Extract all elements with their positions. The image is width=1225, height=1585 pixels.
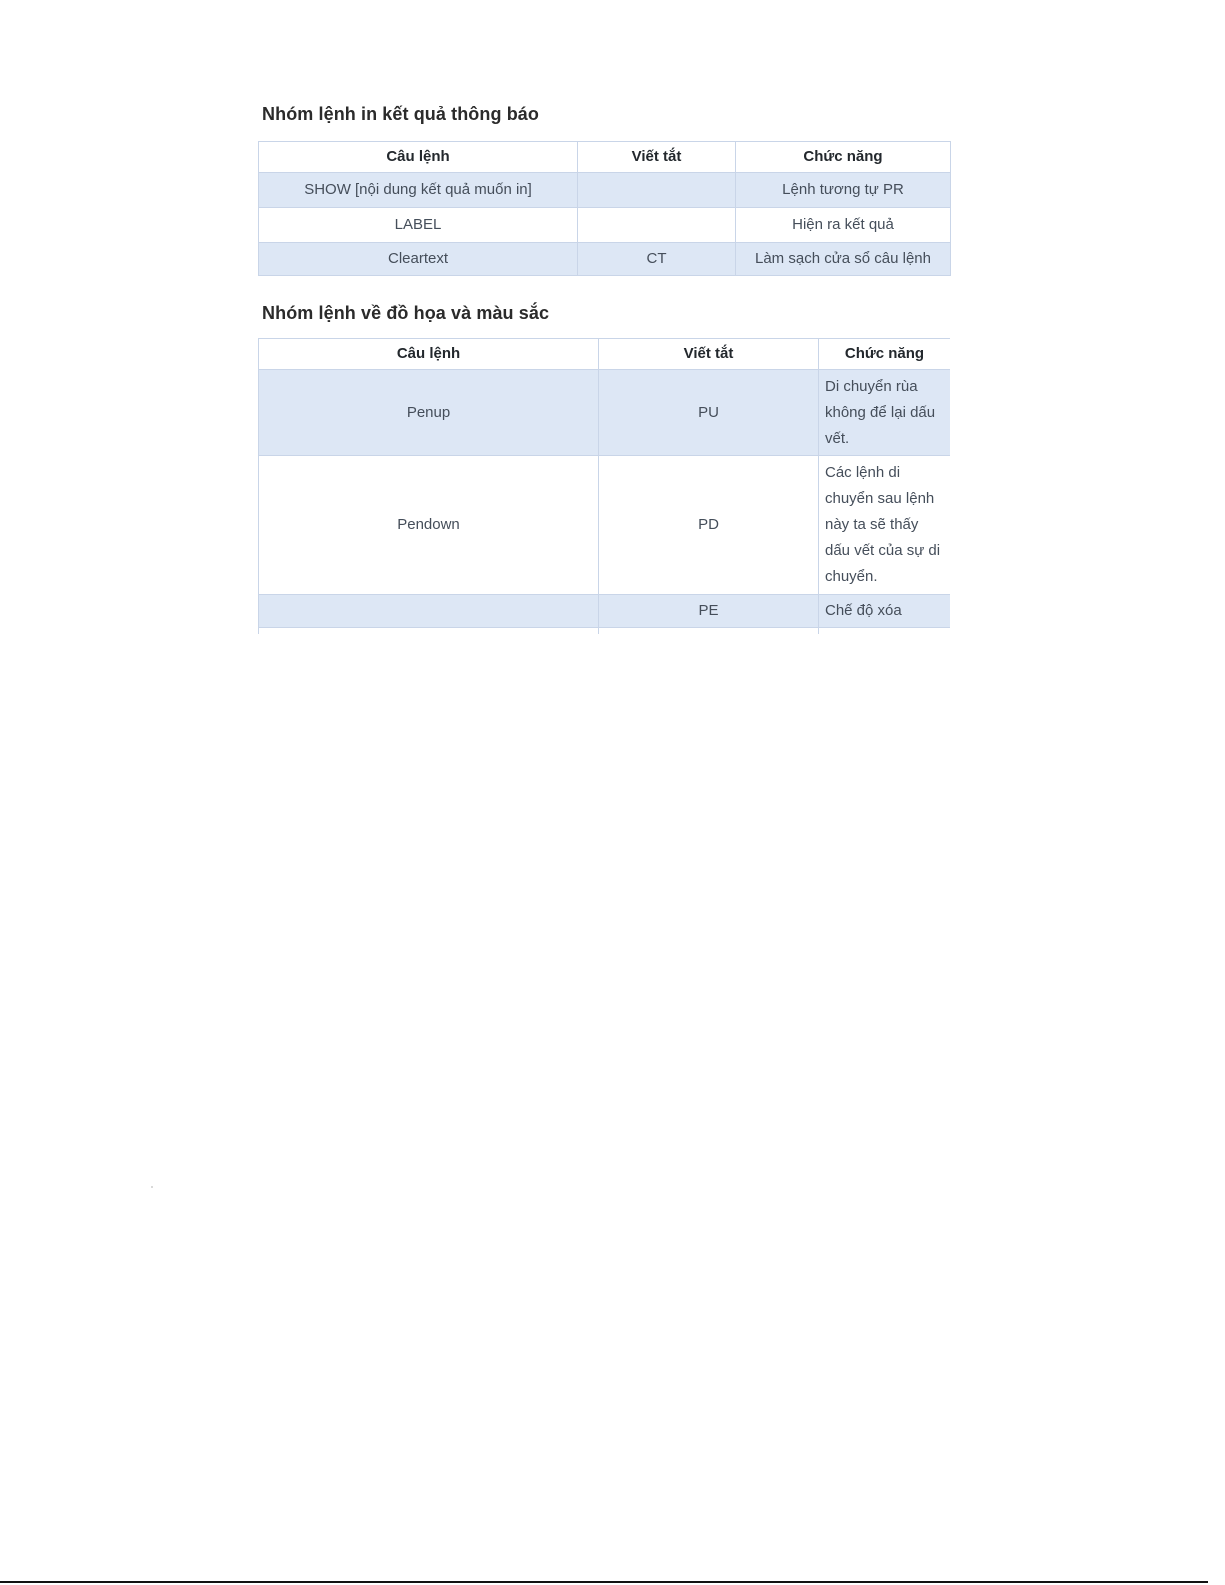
cell-command: LABEL (259, 208, 578, 243)
table-row (259, 370, 951, 456)
cell-abbreviation (599, 628, 819, 635)
cell-command: SHOW [nội dung kết quả muốn in] (259, 173, 578, 208)
table-row-clipped (259, 628, 951, 635)
table-row (259, 243, 951, 276)
table-row (259, 173, 951, 208)
clipped-table-viewport (258, 338, 950, 634)
cell-command: Pendown (259, 456, 599, 595)
cell-function: Lệnh tương tự PR (736, 173, 951, 208)
table-row (259, 456, 951, 595)
cell-abbreviation: CT (578, 243, 736, 276)
section-title-graphics-commands: Nhóm lệnh về đồ họa và màu sắc (262, 303, 550, 323)
document-content (258, 104, 950, 634)
bottom-divider-bar (0, 1581, 1208, 1583)
cell-abbreviation (578, 173, 736, 208)
table-header-row (259, 339, 951, 370)
column-header-command: Câu lệnh (259, 142, 578, 173)
cell-command: Cleartext (259, 243, 578, 276)
cell-command (259, 628, 599, 635)
section-title-print-commands: Nhóm lệnh in kết quả thông báo (262, 104, 539, 124)
cell-command (259, 595, 599, 628)
cell-function (819, 628, 951, 635)
column-header-function: Chức năng (819, 339, 951, 370)
cell-abbreviation (578, 208, 736, 243)
cell-abbreviation: PD (599, 456, 819, 595)
cell-abbreviation: PU (599, 370, 819, 456)
table-row (259, 595, 951, 628)
cell-function: Làm sạch cửa sổ câu lệnh (736, 243, 951, 276)
graphics-commands-table (258, 338, 950, 634)
column-header-function: Chức năng (736, 142, 951, 173)
cell-function: Chế độ xóa (819, 595, 951, 628)
cell-function: Di chuyển rùa không để lại dấu vết. (819, 370, 951, 456)
cell-function: Các lệnh di chuyển sau lệnh này ta sẽ thấy dấu vết của sự di chuyển. (819, 456, 951, 595)
column-header-command: Câu lệnh (259, 339, 599, 370)
cell-function: Hiện ra kết quả (736, 208, 951, 243)
print-commands-table (258, 141, 951, 276)
table-header-row (259, 142, 951, 173)
table-row (259, 208, 951, 243)
stray-speck (151, 1186, 153, 1188)
column-header-abbreviation: Viết tắt (578, 142, 736, 173)
cell-abbreviation: PE (599, 595, 819, 628)
column-header-abbreviation: Viết tắt (599, 339, 819, 370)
cell-command: Penup (259, 370, 599, 456)
